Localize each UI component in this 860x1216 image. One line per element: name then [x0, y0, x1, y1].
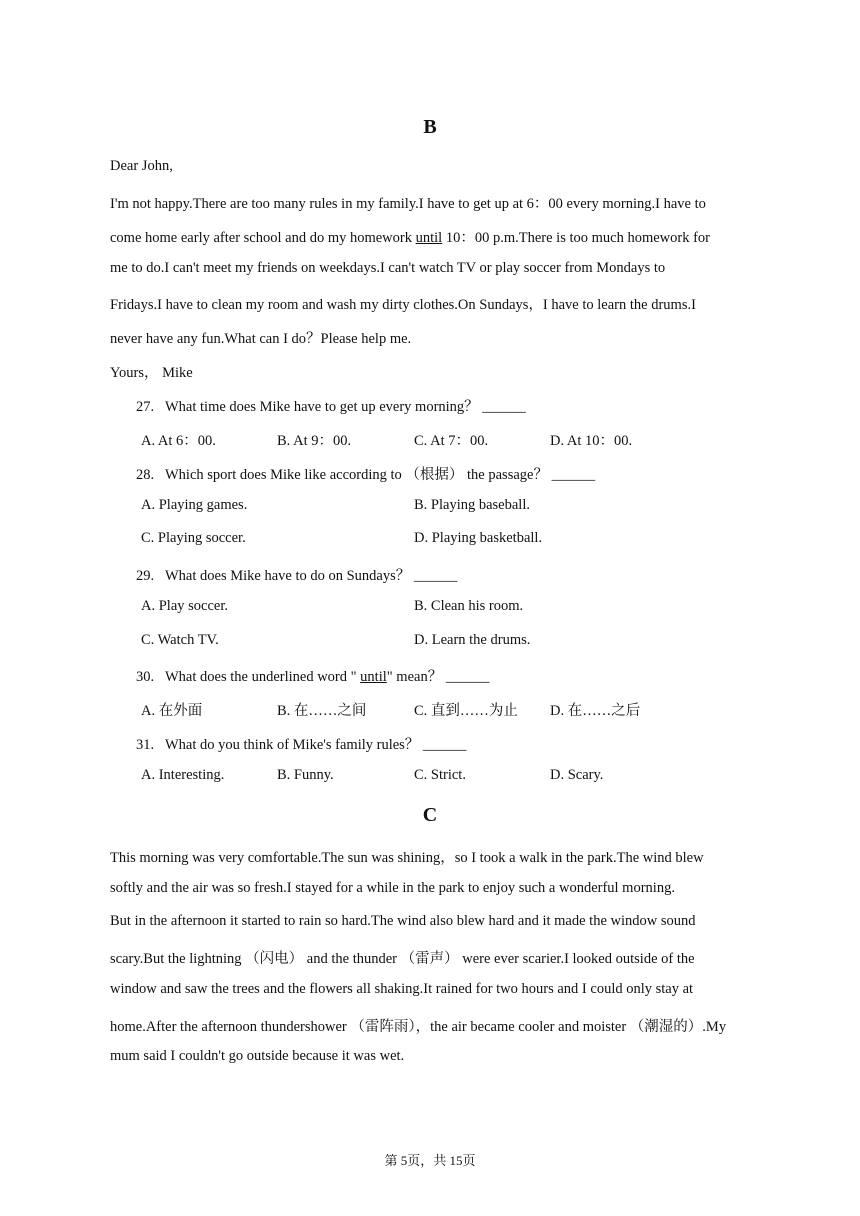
- option-b[interactable]: B. At 9：00.: [277, 433, 352, 449]
- question-30: [136, 665, 489, 686]
- question-text: What time does Mike have to get up every morning？ ______: [165, 399, 526, 415]
- option-c[interactable]: C. Playing soccer.: [141, 530, 246, 546]
- passage-line: window and saw the trees and the flowers all shaking.It rained for two hours and I could only stay at: [110, 981, 694, 997]
- passage-line: scary.But the lightning （闪电） and the thunder （雷声） were ever scarier.I looked outside of the: [110, 951, 695, 967]
- option-a[interactable]: A. Playing games.: [141, 497, 248, 513]
- question-text: What does Mike have to do on Sundays？ ______: [165, 568, 458, 584]
- question-number: 31.: [136, 737, 155, 753]
- option-a[interactable]: A. Interesting.: [141, 767, 225, 783]
- question-number: 29.: [136, 568, 155, 584]
- passage-line: This morning was very comfortable.The sun was shining，so I took a walk in the park.The wind blew: [110, 850, 704, 866]
- question-number: 30.: [136, 669, 155, 685]
- option-a[interactable]: A. 在外面: [141, 703, 203, 719]
- question-number: 27.: [136, 399, 155, 415]
- option-b[interactable]: B. Funny.: [277, 767, 334, 783]
- underlined-word: until: [415, 230, 443, 246]
- passage-line: home.After the afternoon thundershower （雷阵雨），the air became cooler and moister （潮湿的）.My: [110, 1019, 727, 1035]
- question-number: 28.: [136, 467, 155, 483]
- letter-line: never have any fun.What can I do？Please help me.: [110, 331, 412, 347]
- option-a[interactable]: A. At 6：00.: [141, 433, 216, 449]
- option-d[interactable]: D. 在……之后: [550, 703, 641, 719]
- option-d[interactable]: D. Scary.: [550, 767, 604, 783]
- question-text: What do you think of Mike's family rules？ ______: [165, 737, 467, 753]
- section-c-title: C: [422, 804, 438, 826]
- letter-salutation: Dear John,: [110, 158, 173, 174]
- option-c[interactable]: C. Watch TV.: [141, 632, 219, 648]
- option-c[interactable]: C. Strict.: [414, 767, 466, 783]
- question-28: [136, 463, 595, 484]
- question-text: What does the underlined word ": [165, 669, 361, 685]
- option-d[interactable]: D. At 10：00.: [550, 433, 633, 449]
- letter-text: 10：00 p.m.There is too much homework for: [442, 230, 711, 246]
- section-b-title: B: [423, 116, 437, 138]
- option-b[interactable]: B. Playing baseball.: [414, 497, 530, 513]
- question-31: [136, 733, 466, 754]
- page-footer: 第 5页，共 15页: [384, 1153, 476, 1168]
- option-b[interactable]: B. Clean his room.: [414, 598, 524, 614]
- option-b[interactable]: B. 在……之间: [277, 703, 367, 719]
- passage-line: But in the afternoon it started to rain so hard.The wind also blew hard and it made the window sound: [110, 913, 696, 929]
- question-text: " mean？ ______: [386, 669, 490, 685]
- question-text: Which sport does Mike like according to （根据） the passage？ ______: [165, 467, 596, 483]
- underlined-word: until: [360, 669, 387, 685]
- option-d[interactable]: D. Playing basketball.: [414, 530, 543, 546]
- option-c[interactable]: C. 直到……为止: [414, 703, 518, 719]
- question-27: [136, 395, 526, 416]
- letter-line: Fridays.I have to clean my room and wash my dirty clothes.On Sundays，I have to learn the drums.I: [110, 297, 696, 313]
- option-a[interactable]: A. Play soccer.: [141, 598, 228, 614]
- question-29: [136, 564, 457, 585]
- letter-line: I'm not happy.There are too many rules in my family.I have to get up at 6：00 every morning.I have to: [110, 196, 706, 212]
- option-d[interactable]: D. Learn the drums.: [414, 632, 531, 648]
- option-c[interactable]: C. At 7：00.: [414, 433, 489, 449]
- letter-closing: Yours， Mike: [110, 365, 193, 381]
- letter-line: [110, 226, 710, 247]
- passage-line: mum said I couldn't go outside because it was wet.: [110, 1048, 405, 1064]
- letter-text: come home early after school and do my homework: [110, 230, 416, 246]
- letter-line: me to do.I can't meet my friends on weekdays.I can't watch TV or play soccer from Mondays to: [110, 260, 666, 276]
- passage-line: softly and the air was so fresh.I stayed for a while in the park to enjoy such a wonderful morning.: [110, 880, 675, 896]
